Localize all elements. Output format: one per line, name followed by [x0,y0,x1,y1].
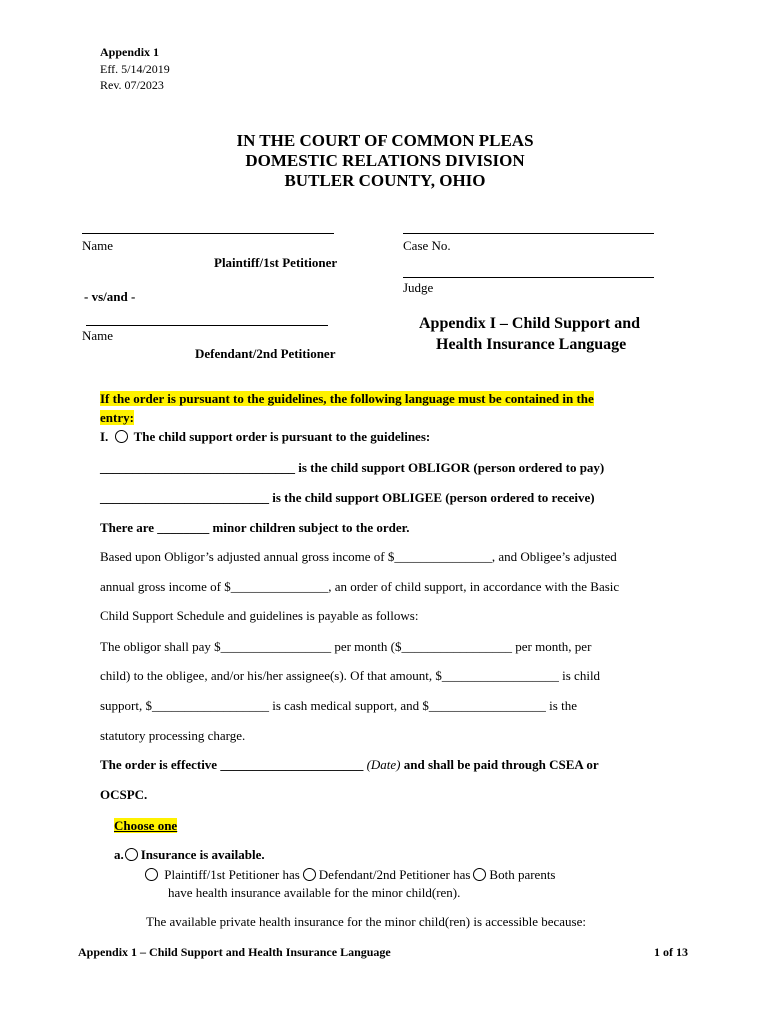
defendant-has-label: Defendant/2nd Petitioner has [318,867,471,882]
effective-date-label: (Date) [363,757,401,772]
payment-line-1: The obligor shall pay $_________________ per month ($_________________ per month, per [100,639,592,654]
section-i-radio[interactable] [115,430,128,443]
header-effective-date: Eff. 5/14/2019 [100,62,170,76]
case-number-line[interactable] [403,233,654,234]
header-appendix: Appendix 1 [100,45,160,59]
footer-title: Appendix 1 – Child Support and Health Insurance Language [78,945,391,959]
insurance-availability-text: have health insurance available for the minor child(ren). [168,885,461,900]
judge-line[interactable] [403,277,654,278]
case-number-label: Case No. [403,238,451,253]
court-title-1: IN THE COURT OF COMMON PLEAS [236,131,534,150]
page-number: 1 of 13 [654,945,688,959]
payment-line-4: statutory processing charge. [100,728,246,743]
section-i-row [100,429,430,445]
option-a-letter: a. [114,847,124,862]
income-line-3: Child Support Schedule and guidelines is payable as follows: [100,608,419,623]
obligor-text: is the child support OBLIGOR (person ordered to pay) [295,460,605,475]
court-title-3: BUTLER COUNTY, OHIO [284,171,486,190]
effective-date-blank[interactable]: ______________________ [220,757,364,772]
defendant-name-line[interactable] [86,325,328,326]
intro-instruction-1: If the order is pursuant to the guidelines, the following language must be contained in the [100,391,594,406]
plaintiff-label: Plaintiff/1st Petitioner [214,255,338,270]
name-label-plaintiff: Name [82,238,114,253]
both-parents-label: Both parents [489,867,556,882]
appendix-title-2: Health Insurance Language [436,336,627,353]
defendant-has-radio[interactable] [303,868,316,881]
obligee-row [100,490,595,506]
section-i-text: The child support order is pursuant to the guidelines: [133,429,431,444]
obligee-blank[interactable]: __________________________ [100,490,269,505]
both-parents-radio[interactable] [473,868,486,881]
option-a-text: Insurance is available. [140,847,265,862]
defendant-label: Defendant/2nd Petitioner [195,346,336,361]
appendix-title-1: Appendix I – Child Support and [419,315,640,332]
section-number: I. [100,429,109,444]
obligee-text: is the child support OBLIGEE (person ordered to receive) [269,490,595,505]
vs-label: - vs/and - [84,289,136,304]
plaintiff-name-line[interactable] [82,233,334,234]
income-line-2: annual gross income of $_______________, an order of child support, in accordance with the Basic [100,579,620,594]
effective-line-2: OCSPC. [100,787,148,802]
accessible-text: The available private health insurance for the minor child(ren) is accessible because: [146,914,587,929]
option-a-row [114,847,265,863]
name-label-defendant: Name [82,328,114,343]
effective-row [100,757,599,773]
header-revision: Rev. 07/2023 [100,78,164,92]
intro-instruction-2: entry: [100,410,134,425]
plaintiff-has-radio[interactable] [145,868,158,881]
payment-line-2: child) to the obligee, and/or his/her assignee(s). Of that amount, $__________________ is child [100,668,601,683]
court-title-2: DOMESTIC RELATIONS DIVISION [245,151,525,170]
payment-line-3: support, $__________________ is cash medical support, and $__________________ is the [100,698,577,713]
choose-one-label: Choose one [114,818,178,833]
effective-prefix: The order is effective [100,757,221,772]
effective-suffix: and shall be paid through CSEA or [400,757,599,772]
income-line-1: Based upon Obligor’s adjusted annual gross income of $_______________, and Obligee’s adjusted [100,549,617,564]
obligor-row [100,460,604,476]
option-a-radio[interactable] [125,848,138,861]
obligor-blank[interactable]: ______________________________ [100,460,295,475]
children-count-text: There are ________ minor children subject to the order. [100,520,410,535]
plaintiff-has-label: Plaintiff/1st Petitioner has [164,867,300,882]
judge-label: Judge [403,280,434,295]
insurance-holder-row [142,867,556,883]
